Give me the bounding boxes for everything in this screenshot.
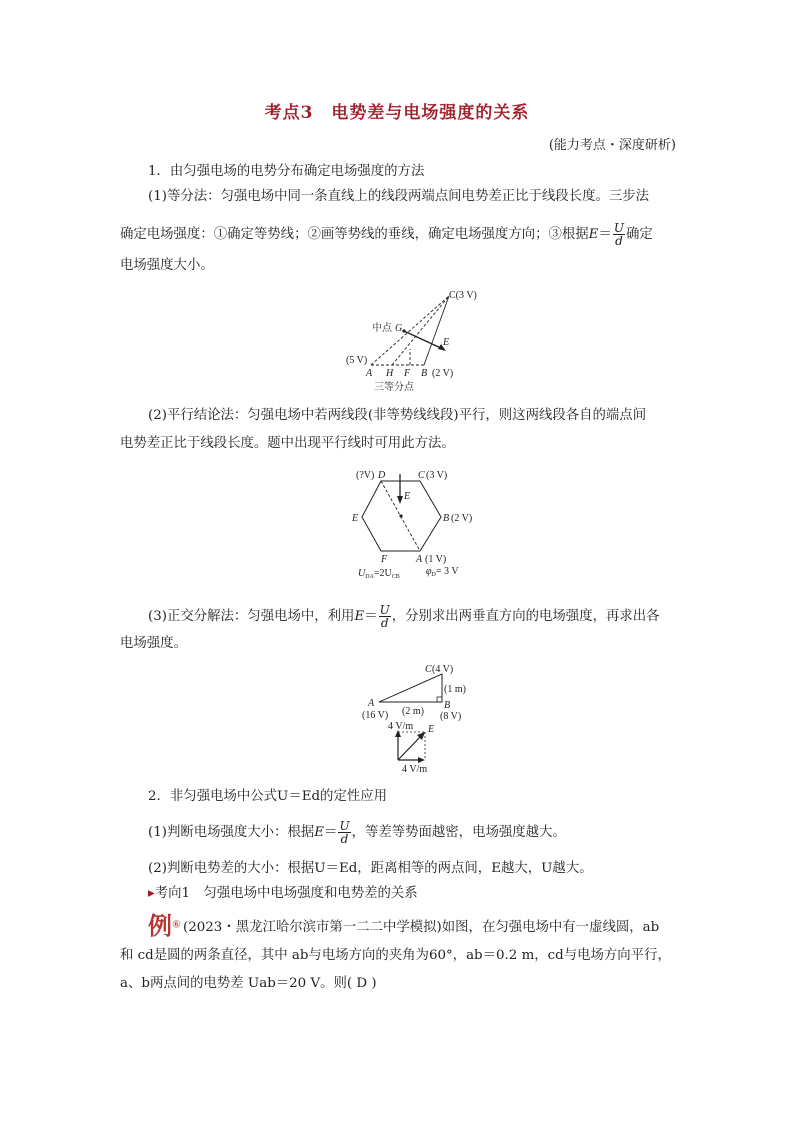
label-vertical-component: 4 V/m bbox=[388, 721, 414, 732]
section2-line1-text: (1)判断电场强度大小：根据 bbox=[148, 825, 315, 840]
method2-line1: (2)平行结论法：匀强电场中若两线段(非等势线线段)平行，则这两线段各自的端点间 bbox=[148, 408, 647, 423]
relation-phid: $\varphi_D= 3$ V bbox=[426, 566, 459, 578]
section2-line2: (2)判断电势差的大小：根据U＝Ed，距离相等的两点间，E越大，U越大。 bbox=[148, 861, 593, 876]
label-c: C bbox=[418, 470, 425, 481]
method3-line2: 电场强度。 bbox=[120, 636, 187, 651]
formula-comma: ， bbox=[351, 825, 365, 840]
label-c: C(3 V) bbox=[449, 290, 477, 301]
line-bc bbox=[424, 296, 449, 365]
example-badge bbox=[148, 906, 181, 941]
method2-line2: 电势差正比于线段长度。题中出现平行线时可用此方法。 bbox=[120, 436, 455, 451]
label-horizontal-component: 4 V/m bbox=[402, 764, 428, 775]
formula-denominator: d bbox=[615, 234, 623, 248]
label-h: H bbox=[386, 368, 394, 379]
label-e: E bbox=[428, 724, 435, 735]
label-g: G bbox=[395, 323, 403, 334]
direction-marker-icon: ▸ bbox=[148, 886, 155, 901]
label-e-inner: E bbox=[404, 491, 411, 502]
label-f: F bbox=[381, 554, 388, 565]
direction-text: 考向1 匀强电场中电场强度和电势差的关系 bbox=[154, 886, 418, 901]
label-b: B bbox=[421, 368, 428, 379]
right-angle-mark bbox=[437, 697, 442, 702]
label-a: A bbox=[368, 698, 375, 709]
label-a-potential: (1 V) bbox=[425, 554, 447, 565]
example-line1: (2023・黑龙江哈尔滨市第一二二中学模拟)如图，在匀强电场中有一虚线圆，ab bbox=[183, 920, 660, 935]
formula-fraction bbox=[613, 222, 625, 247]
method3-line1-text: (3)正交分解法：匀强电场中，利用 bbox=[148, 609, 355, 624]
method1-line2-text: 确定电场强度：①确定等势线；②画等势线的垂线，确定电场强度方向；③根据 bbox=[120, 227, 589, 242]
formula-fraction bbox=[338, 820, 350, 845]
formula-eq: ＝ bbox=[364, 609, 378, 624]
label-length-cb: (1 m) bbox=[444, 684, 466, 695]
label-a: A bbox=[416, 554, 423, 565]
section2-line1 bbox=[148, 820, 566, 845]
example-line2: 和 cd是圆的两条直径，其中 ab与电场方向的夹角为60°，ab＝0.2 m，cd与电场方向平行， bbox=[120, 948, 671, 963]
vector-resultant bbox=[398, 736, 421, 760]
point-g bbox=[402, 329, 405, 332]
section2-heading: 2．非匀强电场中公式U＝Ed的定性应用 bbox=[148, 789, 388, 804]
label-d-potential: (?V) bbox=[356, 470, 375, 481]
formula-eq: ＝ bbox=[598, 227, 612, 242]
topic-tag: (能力考点・深度研析) bbox=[548, 138, 676, 153]
label-a-potential: (5 V) bbox=[346, 355, 368, 366]
formula-eq: ＝ bbox=[324, 825, 338, 840]
label-c-potential: (4 V) bbox=[432, 664, 454, 675]
label-b: B bbox=[444, 700, 451, 711]
label-b-potential: (2 V) bbox=[451, 513, 473, 524]
label-e-vertex: E bbox=[352, 513, 359, 524]
label-a: A bbox=[366, 368, 373, 379]
formula-denominator: d bbox=[380, 616, 389, 630]
label-b-potential: (8 V) bbox=[440, 711, 462, 722]
formula-comma: ， bbox=[391, 609, 406, 624]
label-c: C bbox=[425, 664, 432, 675]
label-f: F bbox=[404, 368, 411, 379]
label-b-potential: (2 V) bbox=[432, 368, 454, 379]
hexagon-diagram bbox=[348, 466, 478, 581]
label-e: E bbox=[443, 337, 450, 348]
field-arrowhead-down bbox=[397, 496, 403, 504]
method1-line1: (1)等分法：匀强电场中同一条直线上的线段两端点间电势差正比于线段长度。三步法 bbox=[148, 189, 650, 204]
triangle-acb bbox=[379, 674, 442, 702]
formula-e: E bbox=[588, 227, 599, 242]
relation-uda: $U_{DA}=2U_{CB}$ bbox=[358, 568, 400, 580]
direction-line bbox=[148, 884, 418, 904]
label-length-ab: (2 m) bbox=[402, 706, 424, 717]
section1-heading: 1．由匀强电场的电势分布确定电场强度的方法 bbox=[148, 164, 425, 179]
vector-horizontal-head bbox=[418, 757, 425, 763]
equal-division-diagram bbox=[340, 285, 477, 395]
label-c-potential: (3 V) bbox=[426, 470, 448, 481]
formula-denominator: d bbox=[340, 832, 349, 846]
diagram1-caption: 三等分点 bbox=[374, 382, 414, 393]
example-line3: a、b两点间的电势差 Uab＝20 V。则( D ) bbox=[120, 976, 377, 991]
label-b: B bbox=[443, 513, 450, 524]
label-a-potential: (16 V) bbox=[362, 710, 389, 721]
method3-line1-tail: 分别求出两垂直方向的电场强度，再求出各 bbox=[405, 609, 660, 624]
method3-line1 bbox=[148, 604, 660, 629]
formula-e: E bbox=[354, 609, 365, 624]
section2-line1-tail: 等差等势面越密，电场强度越大。 bbox=[364, 825, 566, 840]
formula-numerator: U bbox=[613, 221, 624, 235]
method1-line2 bbox=[120, 222, 653, 247]
formula-numerator: U bbox=[379, 603, 390, 617]
example-badge-number: ⑥ bbox=[172, 919, 181, 931]
formula-e: E bbox=[314, 825, 325, 840]
method1-line3: 电场强度大小。 bbox=[120, 258, 214, 273]
example-badge-char: 例 bbox=[148, 911, 172, 940]
formula-numerator: U bbox=[339, 819, 350, 833]
label-d: D bbox=[378, 470, 386, 481]
label-mid: 中点 bbox=[372, 323, 392, 334]
field-arrow bbox=[404, 331, 443, 349]
orthogonal-decomposition-diagram bbox=[350, 660, 480, 780]
hexagon-center bbox=[399, 514, 402, 517]
method1-line2-tail: 确定 bbox=[625, 227, 653, 242]
page-title: 考点3 电势差与电场强度的关系 bbox=[264, 103, 530, 123]
formula-fraction bbox=[379, 604, 391, 629]
